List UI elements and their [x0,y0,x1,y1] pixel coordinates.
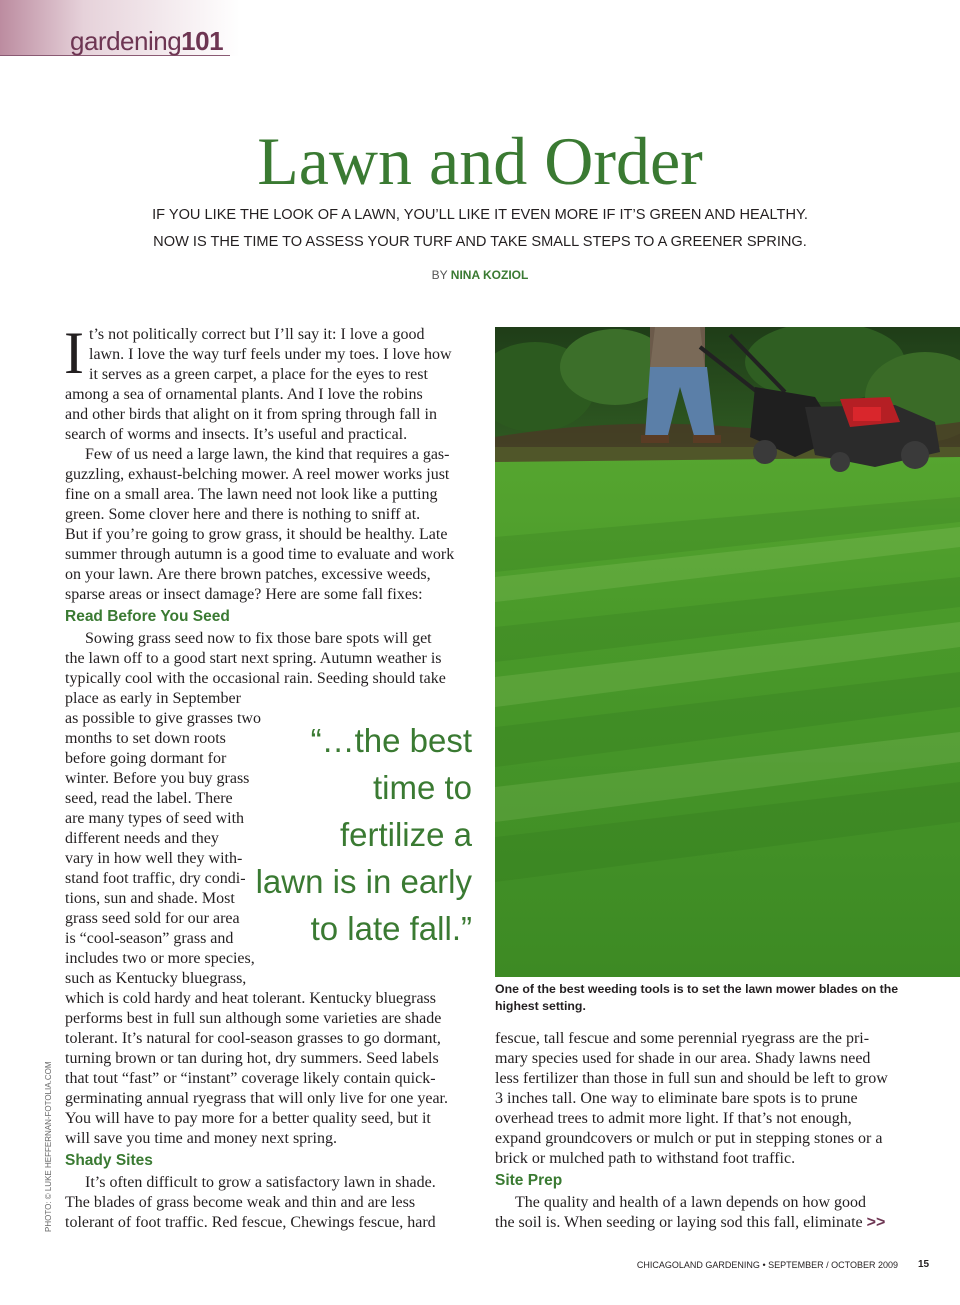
byline-author: NINA KOZIOL [450,268,529,282]
body-line: different needs and they [65,830,219,847]
body-line: performs best in full sun although some varieties are shade [65,1010,442,1027]
subhead-shady-sites: Shady Sites [65,1152,153,1169]
body-line: which is cold hardy and heat tolerant. Kentucky bluegrass [65,990,436,1007]
body-line: summer through autumn is a good time to evaluate and work [65,546,455,563]
body-line: stand foot traffic, dry condi- [65,870,246,887]
body-line: overhead trees to admit more light. If that’s not enough, [495,1110,852,1127]
pull-quote-line: time to [372,769,472,806]
body-line: place as early in September [65,690,241,707]
footer-publication: CHICAGOLAND GARDENING [636,1260,760,1270]
body-line: the lawn off to a good start next spring. Autumn weather is [65,650,442,667]
body-line: Sowing grass seed now to fix those bare spots will get [85,630,432,647]
body-line: and other birds that alight on it from spring through fall in [65,406,437,423]
body-line: among a sea of ornamental plants. And I love the robins [65,386,423,403]
body-line: Few of us need a large lawn, the kind that requires a gas- [85,446,450,463]
body-line: grass seed sold for our area [65,910,240,927]
section-tag-prefix: gardening [70,26,182,56]
article-title: Lawn and Order [257,123,703,199]
continued-arrow-icon: >> [866,1214,886,1231]
body-line [495,1213,885,1233]
drop-cap: I [64,320,84,386]
body-line: before going dormant for [65,750,227,767]
body-line: it serves as a green carpet, a place for the eyes to rest [89,366,428,383]
page-number: 15 [918,1259,930,1270]
body-line: tolerant. It’s natural for cool-season grasses to go dormant, [65,1030,441,1047]
body-line: germinating annual ryegrass that will only live for one year. [65,1090,448,1107]
article-deck-line-1: IF YOU LIKE THE LOOK OF A LAWN, YOU’LL LIKE IT EVEN MORE IF IT’S GREEN AND HEALTHY. [152,207,808,223]
body-line: t’s not politically correct but I’ll say it: I love a good [89,326,425,343]
pull-quote-line: “…the best [310,722,472,759]
pull-quote-line: fertilize a [339,816,472,853]
subhead-site-prep: Site Prep [495,1172,563,1189]
body-line: turning brown or tan during hot, dry summers. Seed labels [65,1050,439,1067]
body-line: winter. Before you buy grass [65,770,250,787]
body-line: fine on a small area. The lawn need not look like a putting [65,486,438,503]
body-line: 3 inches tall. One way to eliminate bare spots is to prune [495,1090,858,1107]
body-line: includes two or more species, [65,950,255,967]
pull-quote-line: lawn is in early [255,863,472,900]
body-line: vary in how well they with- [65,850,243,867]
lawn-mowing-photo [495,327,960,977]
body-line: mary species used for shade in our area. Shady lawns need [495,1050,871,1067]
body-line: tolerant of foot traffic. Red fescue, Chewings fescue, hard [65,1214,436,1231]
byline-prefix: BY [431,268,448,282]
body-line: You will have to pay more for a better quality seed, but it [65,1110,431,1127]
body-line: typically cool with the occasional rain. Seeding should take [65,670,446,687]
footer-issue: SEPTEMBER / OCTOBER 2009 [768,1260,898,1270]
body-line-text: the soil is. When seeding or laying sod this fall, eliminate [495,1214,863,1231]
body-line: on your lawn. Are there brown patches, excessive weeds, [65,566,431,583]
section-tag-number: 101 [181,26,224,56]
photo-credit: PHOTO: © LUKE HEFFERNAN-FOTOLIA.COM [44,1061,53,1232]
body-line: tions, sun and shade. Most [65,890,235,907]
section-tag [70,26,223,57]
body-line: green. Some clover here and there is nothing to sniff at. [65,506,421,523]
body-line: are many types of seed with [65,810,245,827]
pull-quote-line: to late fall.” [310,910,472,947]
body-line: less fertilizer than those in full sun and should be left to grow [495,1070,888,1087]
body-line: It’s often difficult to grow a satisfactory lawn in shade. [85,1174,436,1191]
body-line: is “cool-season” grass and [65,930,234,947]
body-line: will save you time and money next spring. [65,1130,337,1147]
body-line: sparse areas or insect damage? Here are some fall fixes: [65,586,423,603]
body-line: But if you’re going to grow grass, it should be healthy. Late [65,526,448,543]
body-line: fescue, tall fescue and some perennial ryegrass are the pri- [495,1030,870,1047]
body-line: that tout “fast” or “instant” coverage likely contain quick- [65,1070,436,1087]
body-line: lawn. I love the way turf feels under my toes. I love how [89,346,452,363]
footer-separator: • [762,1260,766,1270]
photo-caption: One of the best weeding tools is to set the lawn mower blades on the highest setting. [495,982,899,1013]
body-line: months to set down roots [65,730,226,747]
body-line: seed, read the label. There [65,790,233,807]
subhead-read-before-you-seed: Read Before You Seed [65,608,230,625]
body-line: brick or mulched path to withstand foot traffic. [495,1150,796,1167]
body-line: The blades of grass become weak and thin and are less [65,1194,416,1211]
body-line: such as Kentucky bluegrass, [65,970,247,987]
body-line: as possible to give grasses two [65,710,261,727]
body-line: guzzling, exhaust-belching mower. A reel mower works just [65,466,450,483]
byline [0,268,960,282]
body-line: The quality and health of a lawn depends on how good [515,1194,867,1211]
page-footer [637,1260,898,1270]
body-line: expand groundcovers or mulch or put in stepping stones or a [495,1130,883,1147]
body-line: search of worms and insects. It’s useful and practical. [65,426,408,443]
article-deck-line-2: NOW IS THE TIME TO ASSESS YOUR TURF AND TAKE SMALL STEPS TO A GREENER SPRING. [153,234,807,250]
